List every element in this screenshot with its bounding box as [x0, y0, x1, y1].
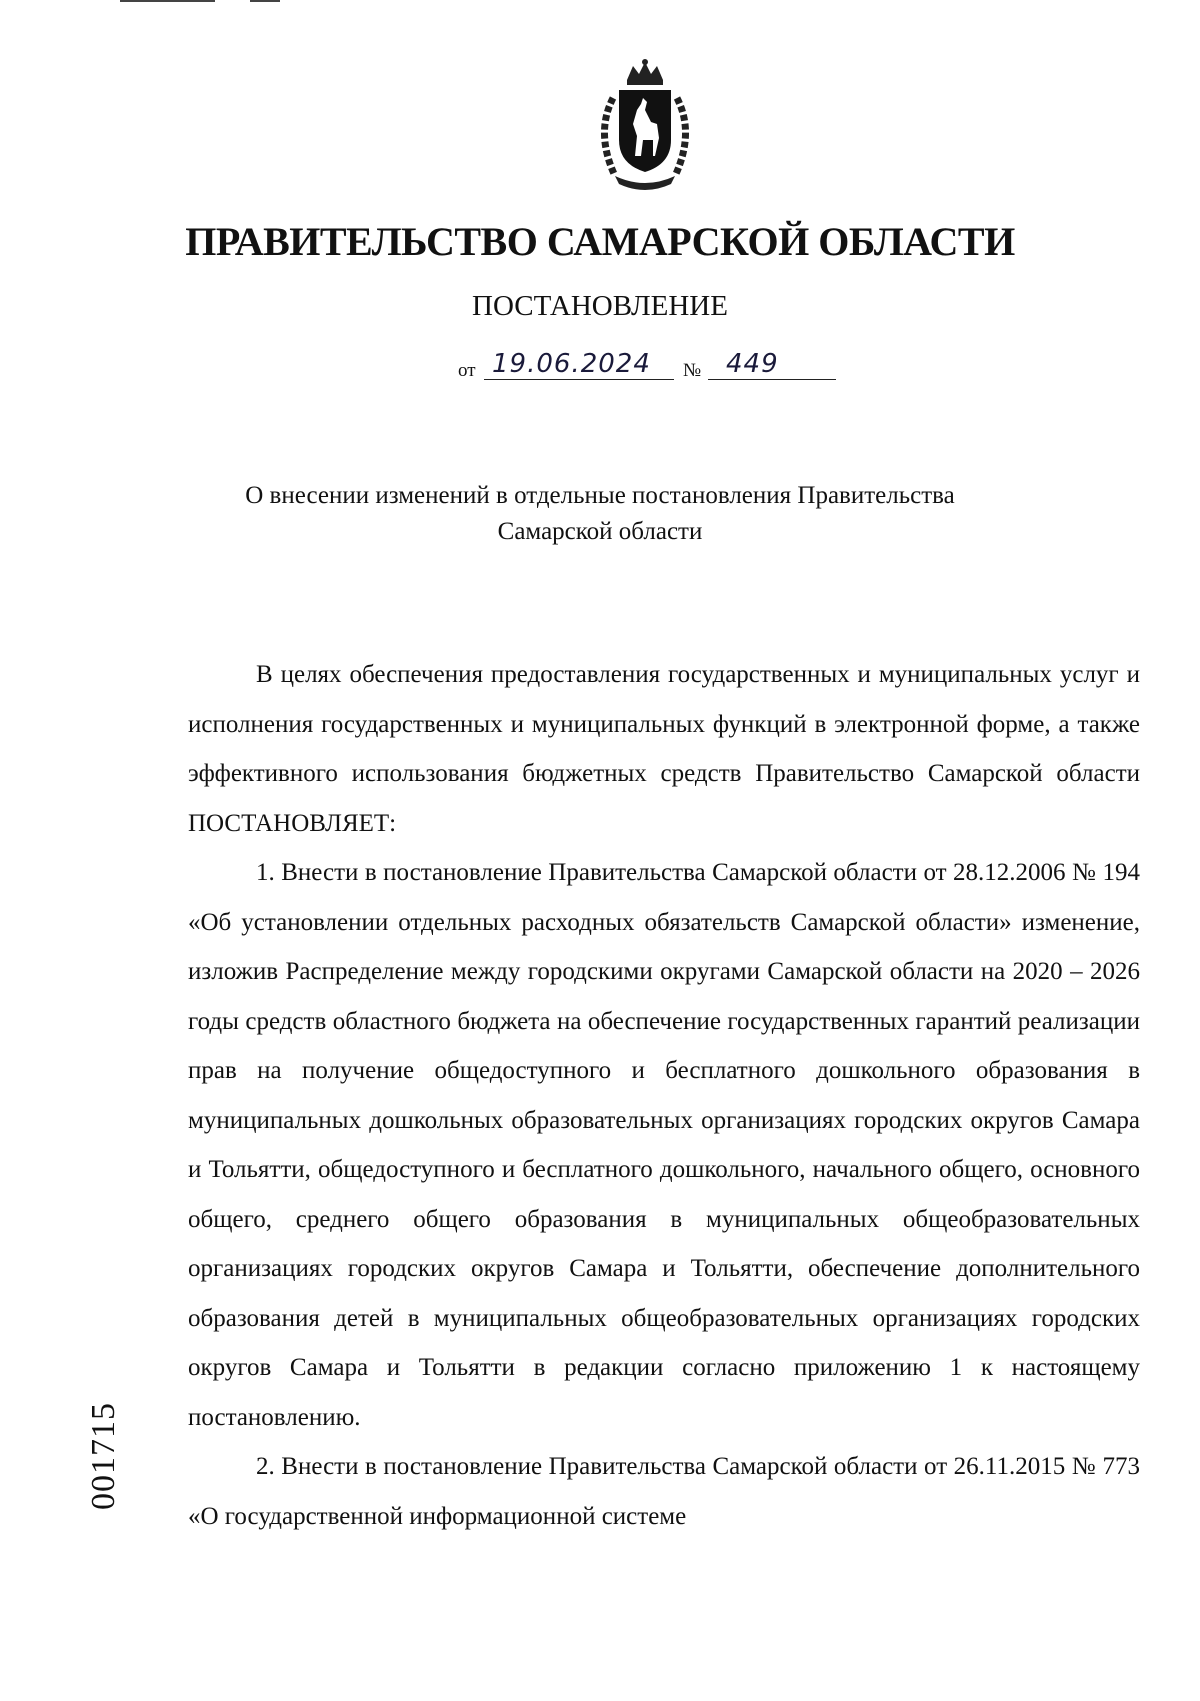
handwritten-date: 19.06.2024 [492, 349, 651, 379]
date-prefix: от [458, 360, 476, 381]
document-type: ПОСТАНОВЛЕНИЕ [472, 290, 728, 322]
document-subject [180, 478, 1020, 550]
number-prefix: № [683, 360, 702, 381]
clause-1-paragraph: 1. Внести в постановление Правительства Самарской области от 28.12.2006 № 194 «Об установлении отдельных расходных обязательств Самарской области» изменение, изложив Распределение между городскими округами Самарской области на 2020 – 2026 годы средств областного бюджета на обеспечение государственных гарантий реализации прав на получение общедоступного и бесплатного дошкольного образования в муниципальных дошкольных образовательных организациях городских округов Самара и Тольятти, общедоступного и бесплатного дошкольного, начального общего, основного общего, среднего общего образования в муниципальных общеобразовательных организациях городских округов Самара и Тольятти, обеспечение дополнительного образования детей в муниципальных общеобразовательных организациях городских округов Самара и Тольятти в редакции согласно приложению 1 к настоящему постановлению. [188, 859, 1140, 1431]
document-body [188, 650, 1140, 1541]
government-title: ПРАВИТЕЛЬСТВО САМАРСКОЙ ОБЛАСТИ [185, 219, 1015, 264]
handwritten-number: 449 [726, 349, 779, 379]
subject-line-1: О внесении изменений в отдельные постановления Правительства [245, 482, 955, 509]
scan-artifact-line [250, 0, 280, 2]
scan-artifact-line [120, 0, 215, 2]
margin-serial-number: 001715 [85, 1402, 122, 1510]
preamble-paragraph: В целях обеспечения предоставления государственных и муниципальных услуг и исполнения государственных и муниципальных функций в электронной форме, а также эффективного использования бюджетных средств Правительство Самарской области ПОСТАНОВЛЯЕТ: [188, 661, 1140, 837]
number-underline [708, 379, 836, 380]
coat-of-arms-icon [585, 58, 705, 193]
subject-line-2: Самарской области [497, 518, 703, 545]
date-underline [484, 379, 674, 380]
date-number-line [458, 350, 848, 392]
clause-2-paragraph: 2. Внести в постановление Правительства Самарской области от 26.11.2015 № 773 «О государственной информационной системе [188, 1453, 1140, 1530]
